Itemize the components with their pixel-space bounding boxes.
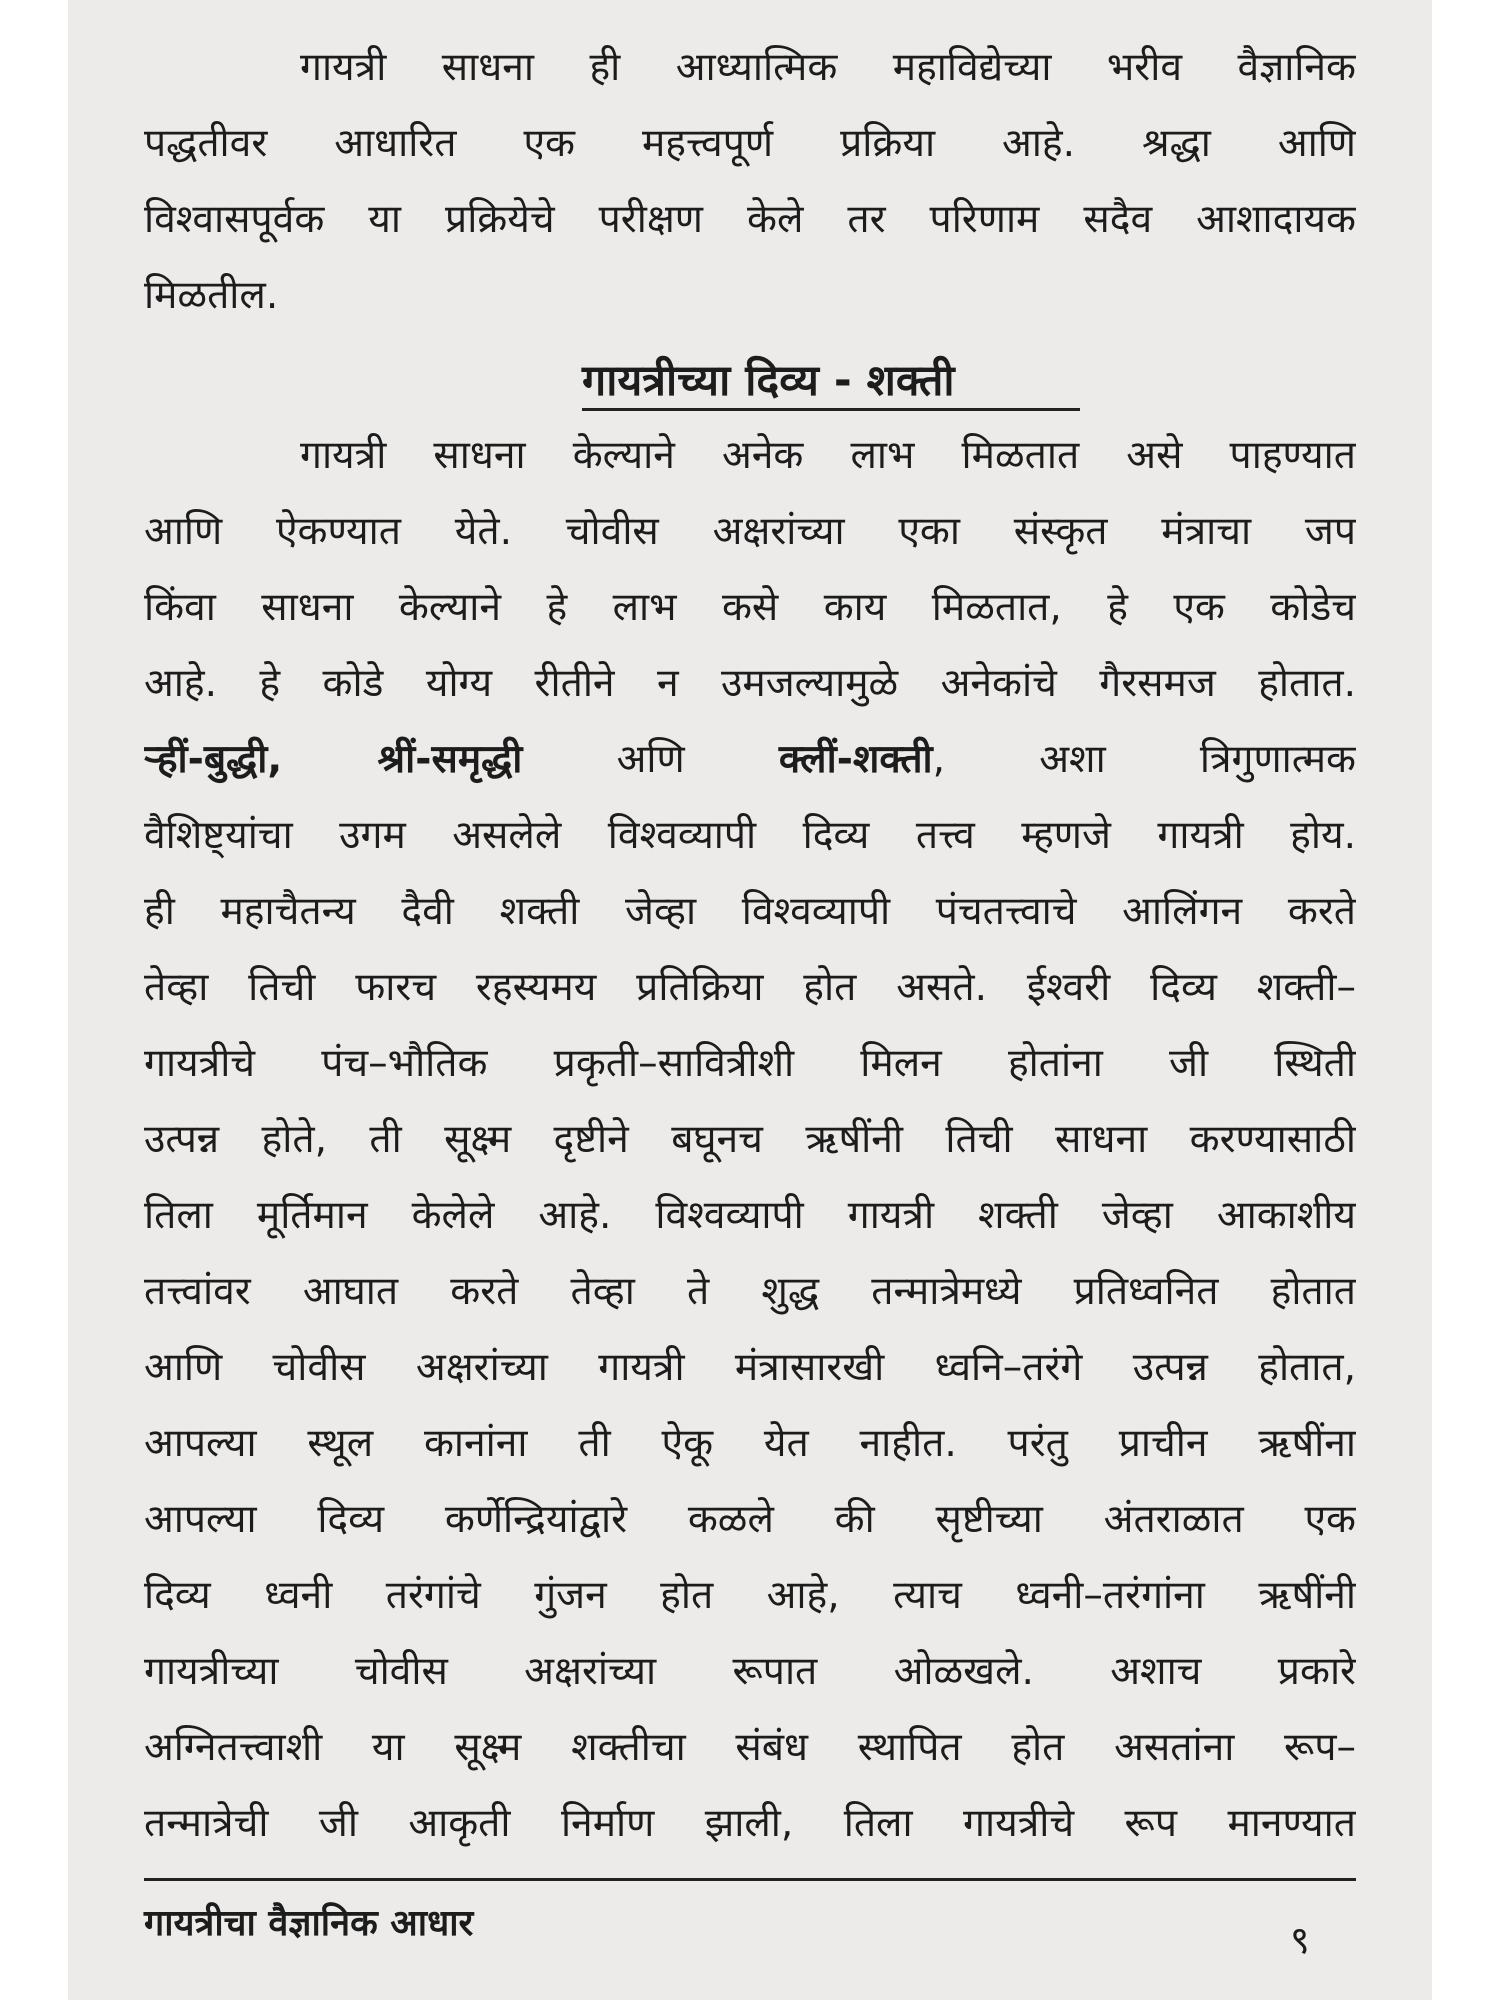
paragraph-line: आपल्या दिव्य कर्णेन्द्रियांद्वारे कळले की सृष्टीच्या अंतराळात एक [144, 1497, 1356, 1542]
paragraph-line: अग्नितत्त्वाशी या सूक्ष्म शक्तीचा संबंध स्थापित होत असतांना रूप– [144, 1725, 1356, 1770]
page-number: ९ [1290, 1918, 1310, 1962]
footer-book-title: गायत्रीचा वैज्ञानिक आधार [144, 1903, 474, 1944]
bold-term: क्लीं-शक्ती [778, 737, 933, 782]
paragraph-line: तिला मूर्तिमान केलेले आहे. विश्वव्यापी गायत्री शक्ती जेव्हा आकाशीय [144, 1193, 1356, 1238]
paragraph-line: गायत्री साधना ही आध्यात्मिक महाविद्येच्या भरीव वैज्ञानिक [300, 45, 1356, 90]
paragraph-line: मिळतील. [144, 273, 279, 318]
paragraph-line: आणि चोवीस अक्षरांच्या गायत्री मंत्रासारखी ध्वनि–तरंगे उत्पन्न होतात, [144, 1345, 1356, 1390]
paragraph-line: आणि ऐकण्यात येते. चोवीस अक्षरांच्या एका संस्कृत मंत्राचा जप [144, 509, 1356, 554]
paragraph-line: तेव्हा तिची फारच रहस्यमय प्रतिक्रिया होत असते. ईश्वरी दिव्य शक्ती– [144, 965, 1356, 1010]
paragraph-line: उत्पन्न होते, ती सूक्ष्म दृष्टीने बघूनच ऋषींनी तिची साधना करण्यासाठी [144, 1117, 1356, 1162]
heading-underline [582, 408, 1080, 411]
paragraph-line: गायत्री साधना केल्याने अनेक लाभ मिळतात असे पाहण्यात [300, 433, 1356, 478]
paragraph-line: तन्मात्रेची जी आकृती निर्माण झाली, तिला गायत्रीचे रूप मानण्यात [144, 1801, 1356, 1846]
paragraph-line: गायत्रीचे पंच–भौतिक प्रकृती–सावित्रीशी मिलन होतांना जी स्थिती [144, 1041, 1356, 1086]
paragraph-line: पद्धतीवर आधारित एक महत्त्वपूर्ण प्रक्रिया आहे. श्रद्धा आणि [144, 121, 1356, 166]
section-heading: गायत्रीच्या दिव्य - शक्ती [582, 356, 955, 406]
footer-rule [144, 1878, 1356, 1881]
inline-text: अणि [522, 737, 779, 782]
paragraph-line-bold-terms [144, 722, 1356, 798]
paragraph-line: गायत्रीच्या चोवीस अक्षरांच्या रूपात ओळखले. अशाच प्रकारे [144, 1649, 1356, 1694]
paragraph-line: दिव्य ध्वनी तरंगांचे गुंजन होत आहे, त्याच ध्वनी–तरंगांना ऋषींनी [144, 1573, 1356, 1618]
bold-term: ऱ्हीं-बुद्धी, श्रीं-समृद्धी [144, 737, 523, 782]
paragraph-line: ही महाचैतन्य दैवी शक्ती जेव्हा विश्वव्यापी पंचतत्त्वाचे आलिंगन करते [144, 889, 1356, 934]
paragraph-line: आहे. हे कोडे योग्य रीतीने न उमजल्यामुळे अनेकांचे गैरसमज होतात. [144, 661, 1356, 706]
inline-text: , अशा त्रिगुणात्मक [932, 737, 1356, 782]
paragraph-line: वैशिष्ट्यांचा उगम असलेले विश्वव्यापी दिव्य तत्त्व म्हणजे गायत्री होय. [144, 813, 1356, 858]
paragraph-line: विश्वासपूर्वक या प्रक्रियेचे परीक्षण केले तर परिणाम सदैव आशादायक [144, 197, 1356, 242]
paragraph-line: आपल्या स्थूल कानांना ती ऐकू येत नाहीत. परंतु प्राचीन ऋषींना [144, 1421, 1356, 1466]
paragraph-line: किंवा साधना केल्याने हे लाभ कसे काय मिळतात, हे एक कोडेच [144, 585, 1356, 630]
paragraph-line: तत्त्वांवर आघात करते तेव्हा ते शुद्ध तन्मात्रेमध्ये प्रतिध्वनित होतात [144, 1269, 1356, 1314]
